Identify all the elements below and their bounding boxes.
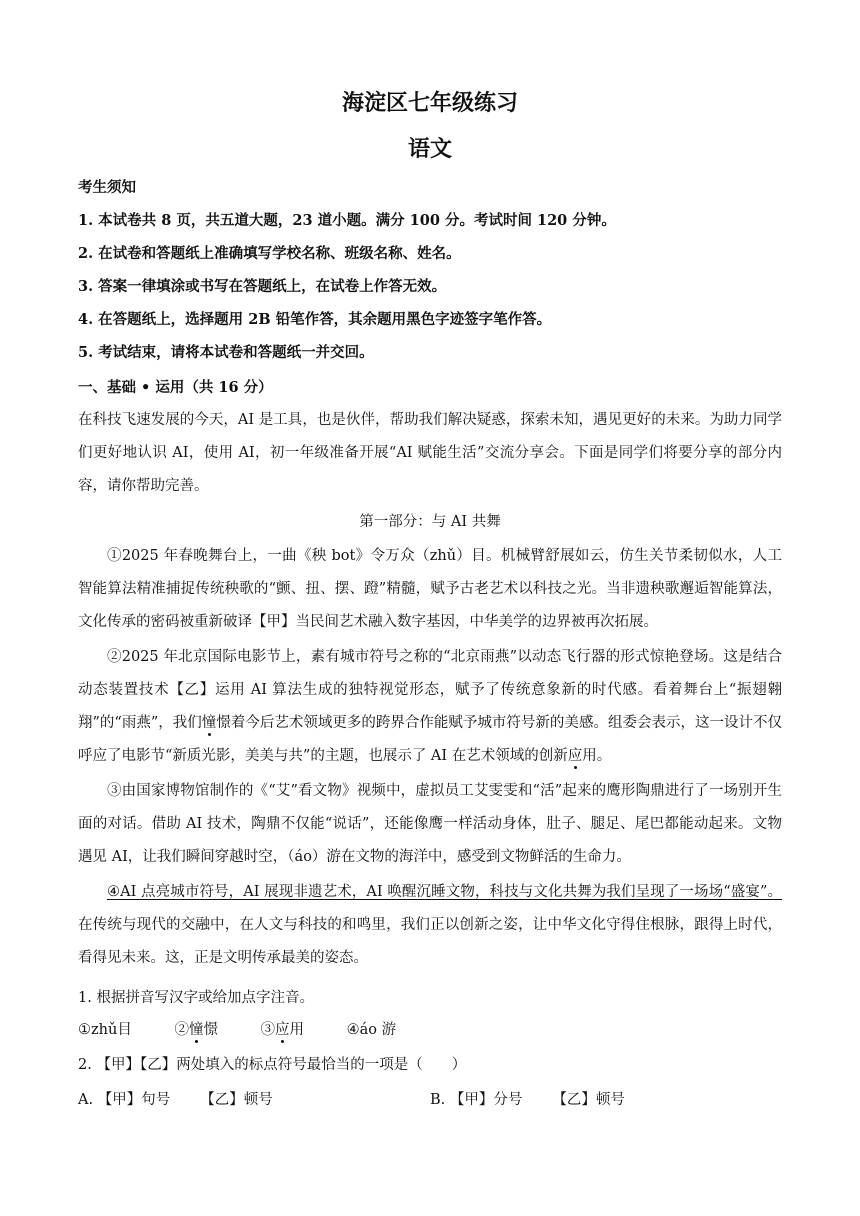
q2-choice-a[interactable]: A. 【甲】句号 【乙】顿号 <box>78 1092 273 1108</box>
underlined-sentence: ④AI 点亮城市符号，AI 展现非遗艺术，AI 唤醒沉睡文物，科技与文化共舞为我们呈现了一场场“盛宴”。 <box>107 884 782 900</box>
q1-option-1: ①zhǔ目 <box>78 1022 132 1038</box>
q2-choice-b[interactable]: B. 【甲】分号 【乙】顿号 <box>430 1092 625 1108</box>
section-intro: 在科技飞速发展的今天，AI 是工具，也是伙伴，帮助我们解决疑惑，探索未知，遇见更好的未来。为助力同学们更好地认识 AI，使用 AI，初一年级准备开展“AI 赋能生活”交流分享会。下面是同学们将要分享的部分内容，请你帮助完善。 <box>78 412 782 494</box>
q1-option-4: ④áo 游 <box>346 1022 397 1038</box>
p2-text-c: 用。 <box>582 748 612 764</box>
notice-heading: 考生须知 <box>78 179 136 196</box>
passage-paragraph-2 <box>78 641 782 773</box>
passage-paragraph-4 <box>78 876 782 975</box>
notice-item-2: 2. 在试卷和答题纸上准确填写学校名称、班级名称、姓名。 <box>78 245 461 262</box>
exam-title: 海淀区七年级练习 <box>341 90 518 116</box>
p2-text-a: ②2025 年北京国际电影节上，素有城市符号之称的“北京雨燕”以动态飞行器的形式惊艳登场。这是结合动态装置技术【乙】运用 AI 算法生成的独特视觉形态，赋予了传统意象新的时代感。看着舞台上“振翅翱翔”的“雨燕”，我们 <box>78 649 782 731</box>
dotted-char-chong: 憧 <box>201 715 217 731</box>
question-1-stem: 1. 根据拼音写汉字或给加点字注音。 <box>78 990 314 1006</box>
p2-text-b: 憬着今后艺术领域更多的跨界合作能赋予城市符号新的美感。组委会表示，这一设计不仅呼应了电影节“新质光影，美美与共”的主题，也展示了 AI 在艺术领域的创新 <box>78 715 783 764</box>
passage-paragraph-3: ③由国家博物馆制作的《“艾”看文物》视频中，虚拟员工艾雯雯和“活”起来的鹰形陶鼎进行了一场别开生面的对话。借助 AI 技术，陶鼎不仅能“说话”，还能像鹰一样活动身体，肚子、腿足、尾巴都能动起来。文物遇见 AI，让我们瞬间穿越时空，（áo）游在文物的海洋中，感受到文物鲜活的生命力。 <box>78 783 782 865</box>
part-title: 第一部分：与 AI 共舞 <box>359 514 501 530</box>
question-1-options <box>78 1018 434 1042</box>
p4-rest: 在传统与现代的交融中，在人文与科技的和鸣里，我们正以创新之姿，让中华文化守得住根脉，跟得上时代，看得见未来。这，正是文明传承最美的姿态。 <box>78 917 782 966</box>
q1-option-3: ③应用 <box>260 1022 305 1038</box>
notice-item-4: 4. 在答题纸上，选择题用 2B 铅笔作答，其余题用黑色字迹签字笔作答。 <box>78 311 552 328</box>
notice-item-3: 3. 答案一律填涂或书写在答题纸上，在试卷上作答无效。 <box>78 278 447 295</box>
subject-title: 语文 <box>407 136 452 162</box>
question-2-stem: 2. 【甲】【乙】两处填入的标点符号最恰当的一项是（ ） <box>78 1057 467 1073</box>
dotted-char-ying: 应 <box>567 748 583 764</box>
passage-paragraph-1: ①2025 年春晚舞台上，一曲《秧 bot》令万众（zhǔ）目。机械臂舒展如云，仿生关节柔韧似水，人工智能算法精准捕捉传统秧歌的“颤、扭、摆、蹬”精髓，赋予古老艺术以科技之光。当非遗秧歌邂逅智能算法，文化传承的密码被重新破译【甲】当民间艺术融入数字基因，中华美学的边界被再次拓展。 <box>78 548 782 630</box>
notice-item-1: 1. 本试卷共 8 页，共五道大题，23 道小题。满分 100 分。考试时间 120 分钟。 <box>78 212 616 229</box>
q1-option-2: ②憧憬 <box>174 1022 218 1038</box>
notice-item-5: 5. 考试结束，请将本试卷和答题纸一并交回。 <box>78 344 374 361</box>
section-heading: 一、基础 • 运用（共 16 分） <box>78 379 273 396</box>
